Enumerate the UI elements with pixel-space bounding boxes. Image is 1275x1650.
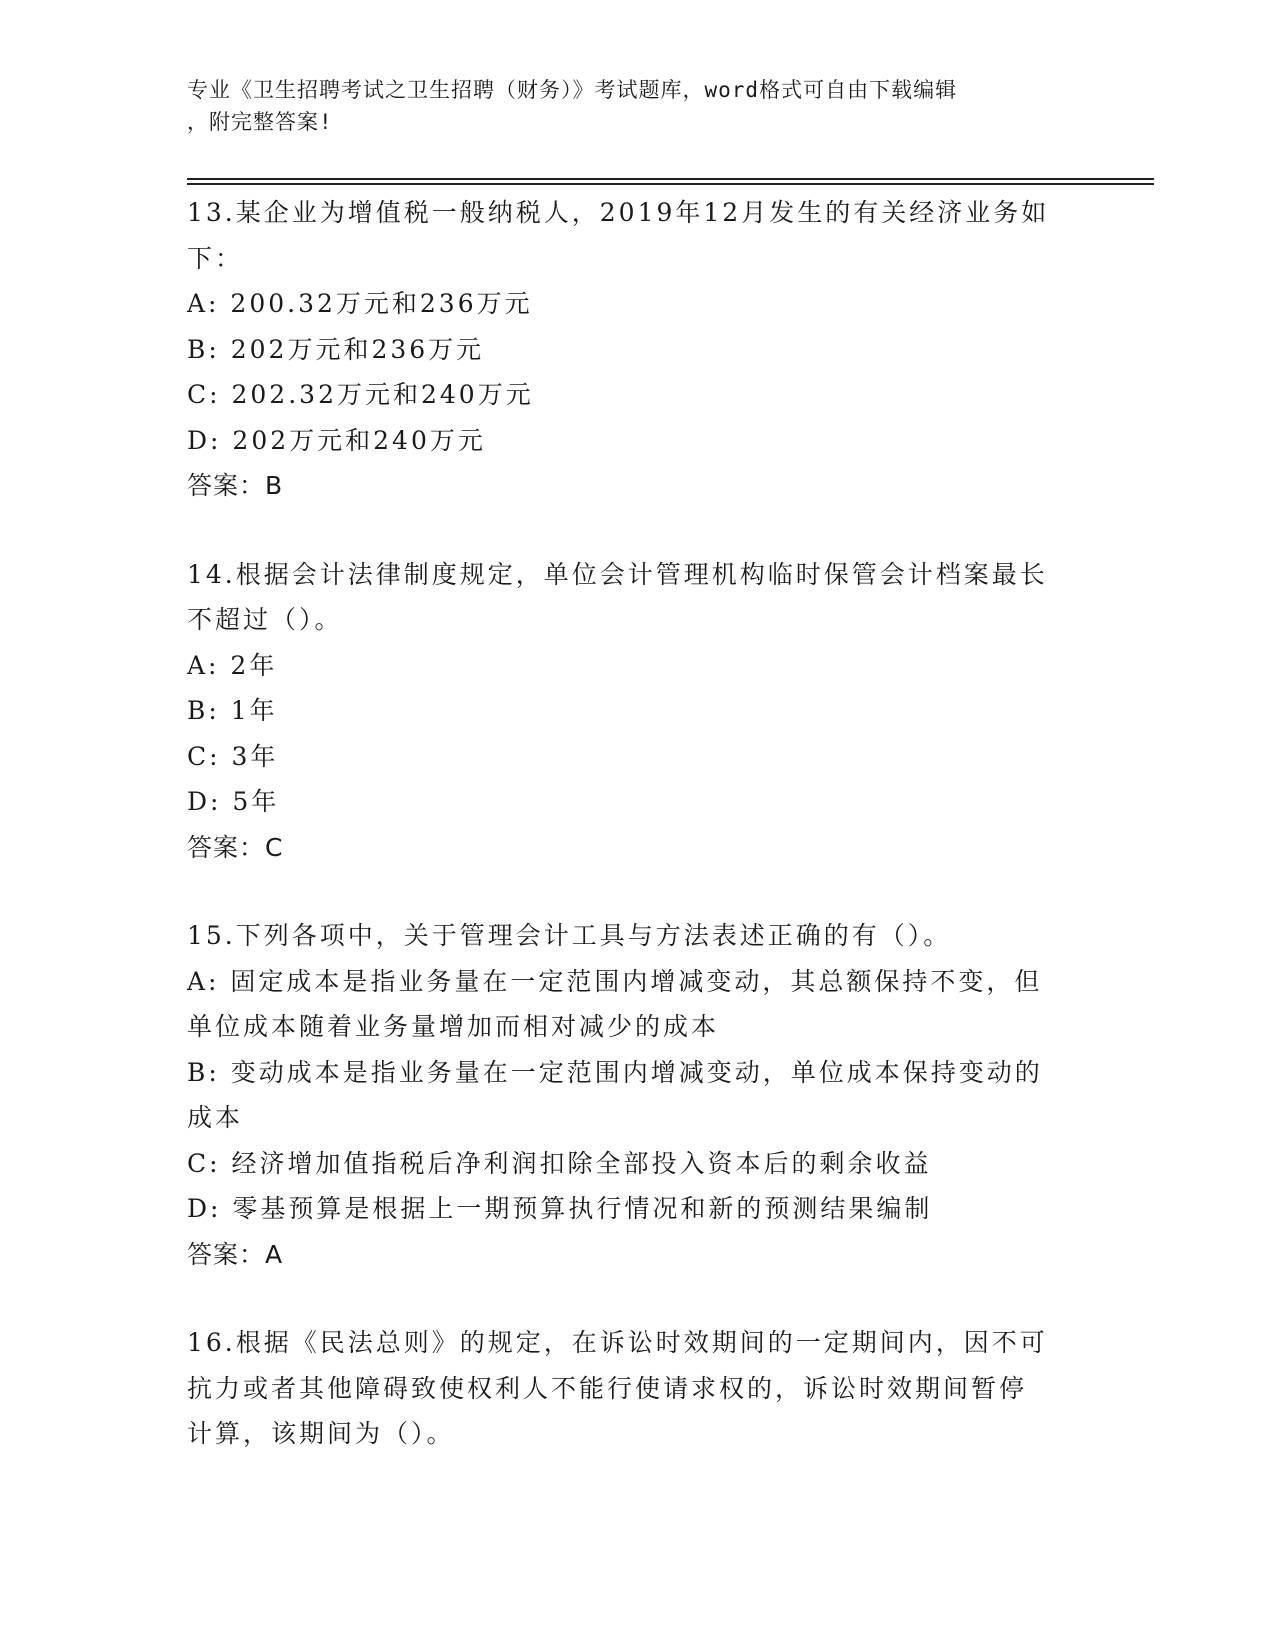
question-stem: 13.某企业为增值税一般纳税人，2019年12月发生的有关经济业务如 xyxy=(187,198,1050,227)
option-c: C: 经济增加值指税后净利润扣除全部投入资本后的剩余收益 xyxy=(187,1148,932,1178)
question-list xyxy=(187,190,1087,1500)
question-stem: 16.根据《民法总则》的规定，在诉讼时效期间的一定期间内，因不可 xyxy=(187,1328,1048,1357)
option-a-continued: 单位成本随着业务量增加而相对减少的成本 xyxy=(187,1012,720,1041)
option-a: A: 200.32万元和236万元 xyxy=(187,289,533,318)
option-c: C: 3年 xyxy=(187,741,279,771)
answer: 答案：A xyxy=(187,1239,284,1269)
question-stem: 抗力或者其他障碍致使权利人不能行使请求权的，诉讼时效期间暂停 xyxy=(187,1373,1028,1403)
option-d: D: 零基预算是根据上一期预算执行情况和新的预测结果编制 xyxy=(187,1194,933,1223)
answer: 答案：B xyxy=(187,471,284,500)
option-b: B: 202万元和236万元 xyxy=(187,334,485,364)
question-16 xyxy=(187,1320,1087,1457)
question-14 xyxy=(187,552,1087,871)
question-stem: 14.根据会计法律制度规定，单位会计管理机构临时保管会计档案最长 xyxy=(187,559,1048,589)
question-13 xyxy=(187,190,1087,509)
question-stem: 计算，该期间为（）。 xyxy=(187,1419,455,1448)
document-header xyxy=(187,74,1067,138)
header-line-2: ，附完整答案! xyxy=(187,110,333,134)
question-15 xyxy=(187,913,1087,1277)
option-b-continued: 成本 xyxy=(187,1103,244,1132)
header-divider-bottom xyxy=(187,183,1154,185)
option-d: D: 5年 xyxy=(187,787,280,816)
option-c: C: 202.32万元和240万元 xyxy=(187,380,534,409)
option-a: A: 2年 xyxy=(187,650,278,680)
header-divider-top xyxy=(187,178,1154,180)
answer: 答案：C xyxy=(187,832,284,862)
header-line-1: 专业《卫生招聘考试之卫生招聘（财务）》考试题库，word格式可自由下载编辑 xyxy=(187,78,958,102)
question-stem: 不超过（）。 xyxy=(187,605,343,634)
option-a: A: 固定成本是指业务量在一定范围内增减变动，其总额保持不变，但 xyxy=(187,966,1043,996)
question-stem: 下： xyxy=(187,243,244,273)
option-b: B: 变动成本是指业务量在一定范围内增减变动，单位成本保持变动的 xyxy=(187,1057,1043,1087)
option-d: D: 202万元和240万元 xyxy=(187,425,486,455)
option-b: B: 1年 xyxy=(187,696,278,725)
question-stem: 15.下列各项中，关于管理会计工具与方法表述正确的有（）。 xyxy=(187,921,952,950)
